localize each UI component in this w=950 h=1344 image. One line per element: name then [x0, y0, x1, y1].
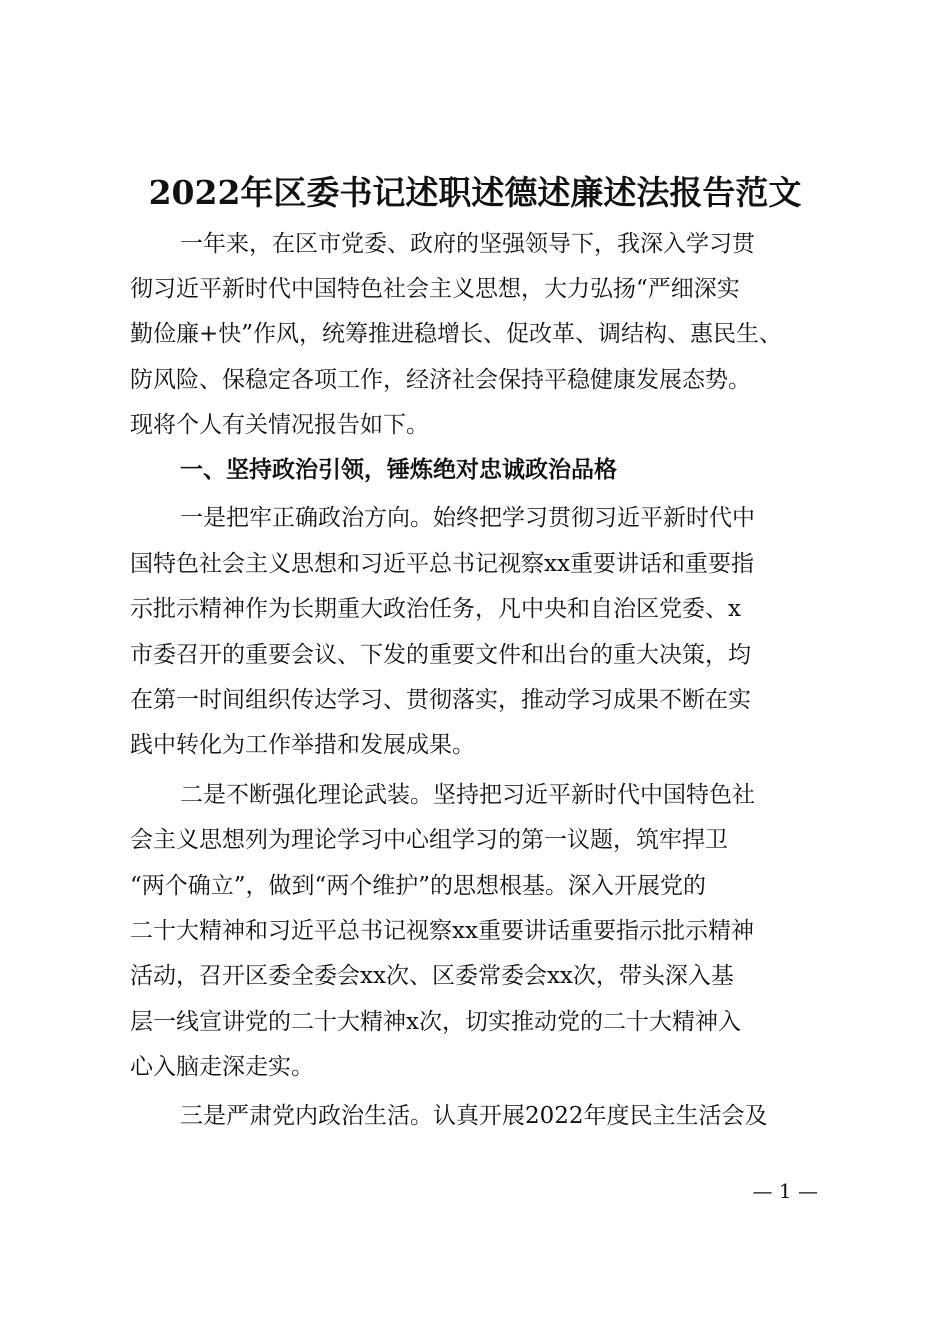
intro-line: 现将个人有关情况报告如下。 — [130, 412, 429, 438]
intro-line: 防风险、保稳定各项工作，经济社会保持平稳健康发展态势。 — [130, 367, 751, 393]
paragraph-line: 践中转化为工作举措和发展成果。 — [130, 732, 475, 758]
intro-line: 勤俭廉+快”作风，统筹推进稳增长、促改革、调结构、惠民生、 — [130, 321, 783, 347]
paragraph-line: “两个确立”，做到“两个维护”的思想根基。深入开展党的 — [130, 873, 707, 899]
paragraph-line: 活动，召开区委全委会xx次、区委常委会xx次，带头深入基 — [130, 963, 734, 989]
document-title: 2022年区委书记述职述德述廉述法报告范文 — [148, 173, 802, 212]
paragraph-line: 二十大精神和习近平总书记视察xx重要讲话重要指示批示精神 — [130, 918, 754, 944]
paragraph-line: 二是不断强化理论武装。坚持把习近平新时代中国特色社 — [180, 782, 755, 808]
paragraph-line: 一是把牢正确政治方向。始终把学习贯彻习近平新时代中 — [180, 505, 755, 531]
page-number: — 1 — — [752, 1179, 818, 1203]
paragraph-line: 在第一时间组织传达学习、贯彻落实，推动学习成果不断在实 — [130, 687, 751, 713]
paragraph-line: 示批示精神作为长期重大政治任务，凡中央和自治区党委、x — [130, 596, 741, 622]
paragraph-line: 市委召开的重要会议、下发的重要文件和出台的重大决策，均 — [130, 642, 751, 668]
intro-line: 一年来，在区市党委、政府的坚强领导下，我深入学习贯 — [180, 231, 755, 257]
paragraph-line: 国特色社会主义思想和习近平总书记视察xx重要讲话和重要指 — [130, 551, 754, 577]
paragraph-line: 会主义思想列为理论学习中心组学习的第一议题，筑牢捍卫 — [130, 827, 728, 853]
section-heading: 一、坚持政治引领，锤炼绝对忠诚政治品格 — [180, 457, 617, 483]
paragraph-line: 心入脑走深走实。 — [130, 1054, 314, 1080]
intro-line: 彻习近平新时代中国特色社会主义思想，大力弘扬“严细深实 — [130, 276, 740, 302]
paragraph-line: 层一线宣讲党的二十大精神x次，切实推动党的二十大精神入 — [130, 1009, 741, 1035]
paragraph-line: 三是严肃党内政治生活。认真开展2022年度民主生活会及 — [180, 1103, 768, 1129]
